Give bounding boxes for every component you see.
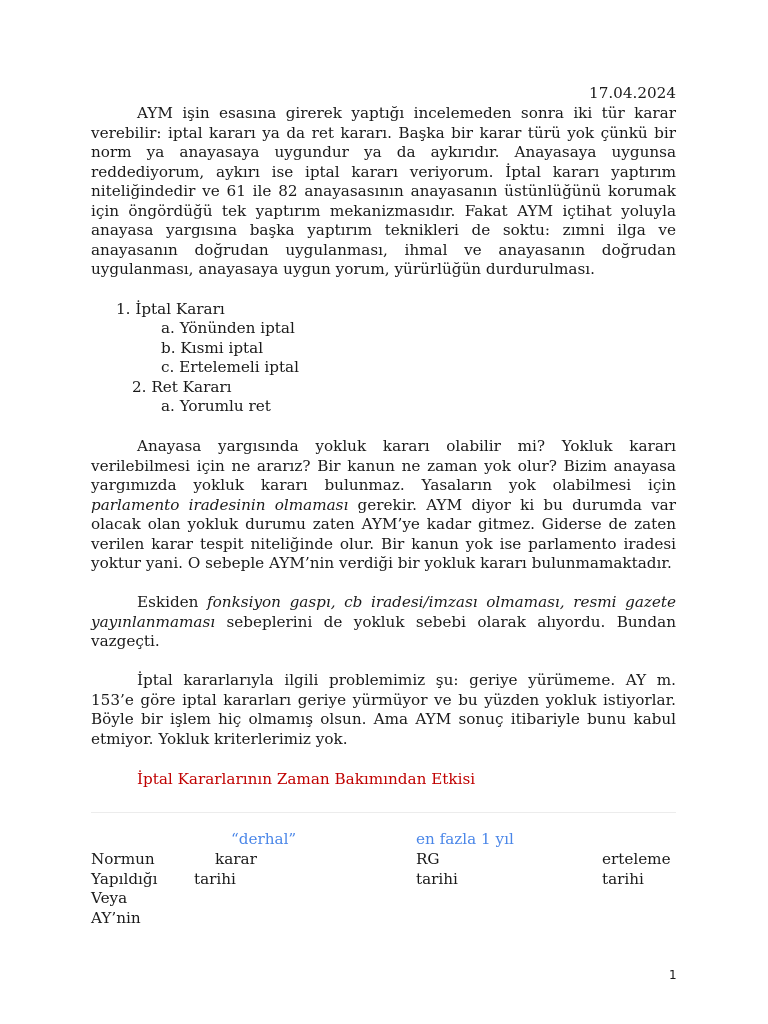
col-ayn: AY’nin: [91, 909, 141, 927]
text-run: gerekir. AYM diyor ki bu durumda var olacak olan yokluk durumu zaten AYM’ye kadar gitmez. Giderse de zaten verilen karar tespit niteliğinde olur. Bir kanun yok ise parlamento iradesi yoktur yani. O sebeple AYM’nin verdiği bir yokluk kararı bulunmamaktadır.: [91, 495, 676, 572]
label-max-period: en fazla 1 yıl: [416, 830, 514, 848]
italic-text: fonksiyon gaspı, cb iradesi/imzası olmaması, resmi gazete yayınlanmaması: [91, 593, 676, 631]
list-subitem: c. Ertelemeli iptal: [161, 358, 299, 376]
col-rg-tarihi: tarihi: [416, 870, 458, 888]
document-date: 17.04.2024: [589, 84, 676, 102]
section-heading: İptal Kararlarının Zaman Bakımından Etkisi: [137, 770, 476, 788]
col-erteleme-tarihi: tarihi: [602, 870, 644, 888]
col-erteleme: erteleme: [602, 850, 671, 868]
text-run: Eskiden: [137, 593, 208, 611]
label-derhal: “derhal”: [231, 830, 297, 848]
col-normun: Normun: [91, 850, 155, 868]
paragraph-problem: İptal kararlarıyla ilgili problemimiz şu: geriye yürümeme. AY m. 153’e göre iptal kararları geriye yürmüyor ve bu yüzden yokluk istiyorlar. Böyle bir işlem hiç olmamış olsun. Ama AYM sonuç itibariyle bunu kabul etmiyor. Yokluk kriterlerimiz yok.: [91, 671, 676, 748]
list-subitem: a. Yorumlu ret: [161, 397, 271, 415]
list-subitem: b. Kısmi iptal: [161, 339, 264, 357]
list-item-iptal: 1. İptal Kararı: [116, 300, 225, 318]
list-item-ret: 2. Ret Kararı: [132, 378, 232, 396]
col-veya: Veya: [91, 889, 128, 907]
col-karar-tarihi: tarihi: [194, 870, 236, 888]
paragraph-eskiden: [91, 593, 676, 652]
text-run: Anayasa yargısında yokluk kararı olabilir mi? Yokluk kararı verilebilmesi için ne ararız? Bir kanun ne zaman yok olur? Bizim anayasa yargımızda yokluk kararı bulunmaz. Yasaların yok olabilmesi için: [91, 437, 676, 494]
list-subitem: a. Yönünden iptal: [161, 319, 295, 337]
col-karar: karar: [215, 850, 257, 868]
col-rg: RG: [416, 850, 440, 868]
paragraph-yokluk: [91, 437, 676, 574]
col-yapildigi: Yapıldığı: [91, 870, 158, 888]
page-number: 1: [669, 968, 677, 982]
text-run: sebeplerini de yokluk sebebi olarak alıyordu. Bundan vazgeçti.: [91, 612, 676, 650]
paragraph-intro: AYM işin esasına girerek yaptığı incelemeden sonra iki tür karar verebilir: iptal kararı ya da ret kararı. Başka bir karar türü yok çünkü bir norm ya anayasaya uygundur ya da aykırıdır. Anayasaya uygunsa reddediyorum, aykırı ise iptal kararı veriyorum. İptal kararı yaptırım niteliğindedir ve 61 ile 82 anayasasının anayasanın üstünlüğünü korumak için öngördüğü tek yaptırım mekanizmasıdır. Fakat AYM içtihat yoluyla anayasa yargısına başka yaptırım teknikleri de soktu: zımni ilga ve anayasanın doğrudan uygulanması, ihmal ve anayasanın doğrudan uygulanması, anayasaya uygun yorum, yürürlüğün durdurulması.: [91, 104, 676, 278]
italic-text: parlamento iradesinin olmaması: [91, 495, 349, 514]
divider: [91, 812, 676, 813]
document-page: [91, 0, 676, 1024]
